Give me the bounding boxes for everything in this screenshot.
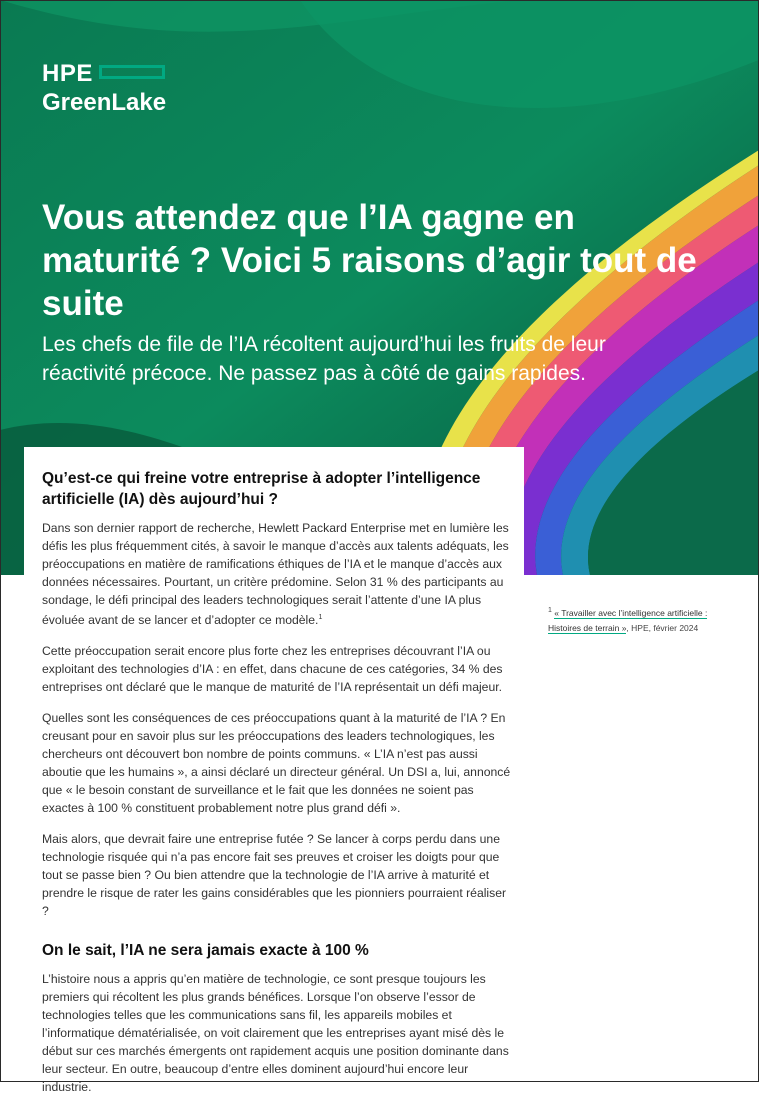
footnote-link[interactable]: « Travailler avec l’intelligence artificielle : Histoires de terrain » bbox=[548, 607, 708, 633]
logo-greenlake-text: GreenLake bbox=[42, 89, 167, 116]
section1-paragraph-3: Quelles sont les conséquences de ces préoccupations quant à la maturité de l’IA ? En creusant pour en savoir plus sur les préoccupations des leaders technologiques, les chercheurs ont découvert bon nombre de points communs. « L’IA n’est pas aussi aboutie que les humains », a ainsi déclaré un directeur général. Un DSI a, lui, annoncé que « le besoin constant de surveillance et le fait que les données ne soient pas exactes à 100 % constituent probablement notre plus grand défi ». bbox=[42, 711, 511, 816]
section2-heading: On le sait, l’IA ne sera jamais exacte à 100 % bbox=[42, 942, 369, 960]
page-title: Vous attendez que l’IA gagne en maturité ? Voici 5 raisons d’agir tout de suite bbox=[42, 198, 697, 323]
section1-heading: Qu’est-ce qui freine votre entreprise à adopter l’intelligence artificielle (IA) dès aujourd’hui ? bbox=[42, 470, 481, 508]
section2-paragraph-1: L’histoire nous a appris qu’en matière de technologie, ce sont presque toujours les premiers qui récoltent les plus grands bénéfices. Lorsque l’on observe l’essor de technologies telles que les communications sans fil, les appareils mobiles et l’informatique dématérialisée, on voit clairement que les entreprises ayant misé dès le début sur ces marchés émergents ont rapidement acquis une position dominante dans leur secteur. En outre, beaucoup d’entre elles dominent aujourd’hui encore leur industrie. bbox=[42, 972, 509, 1095]
footnote-number: 1 bbox=[548, 607, 552, 614]
page-subtitle: Les chefs de file de l’IA récoltent aujourd’hui les fruits de leur réactivité précoce. Ne passez pas à côté de gains rapides. bbox=[42, 333, 606, 385]
footnote-source: , HPE, février 2024 bbox=[626, 622, 699, 633]
section1-paragraph-2: Cette préoccupation serait encore plus forte chez les entreprises découvrant l’IA ou exploitant des technologies d’IA : en effet, dans chacune de ces catégories, 34 % des entreprises ont déclaré que le manque de maturité de l’IA représentait un défi majeur. bbox=[42, 644, 503, 695]
section1-paragraph-4: Mais alors, que devrait faire une entreprise futée ? Se lancer à corps perdu dans une technologie risquée qui n’a pas encore fait ses preuves et croiser les doigts pour que tout se passe bien ? Ou bien attendre que la technologie de l’IA arrive à maturité et prendre le risque de rater les gains considérables que les pionniers pourraient réaliser ? bbox=[42, 832, 507, 919]
footnote-ref: 1 bbox=[318, 614, 323, 621]
logo-hpe-text: HPE bbox=[42, 60, 93, 87]
section1-paragraph-1: Dans son dernier rapport de recherche, Hewlett Packard Enterprise met en lumière les défis les plus fréquemment cités, à savoir le manque d’accès aux talents adéquats, les préoccupations en matière de ramifications éthiques de l’IA et le manque d’accès aux données nécessaires. Pourtant, un critère prédomine. Selon 31 % des participants au sondage, le défi principal des leaders technologiques serait l’attente d’une IA plus évoluée avant de se lancer et d’adopter ce modèle.$^1$ bbox=[42, 521, 509, 628]
